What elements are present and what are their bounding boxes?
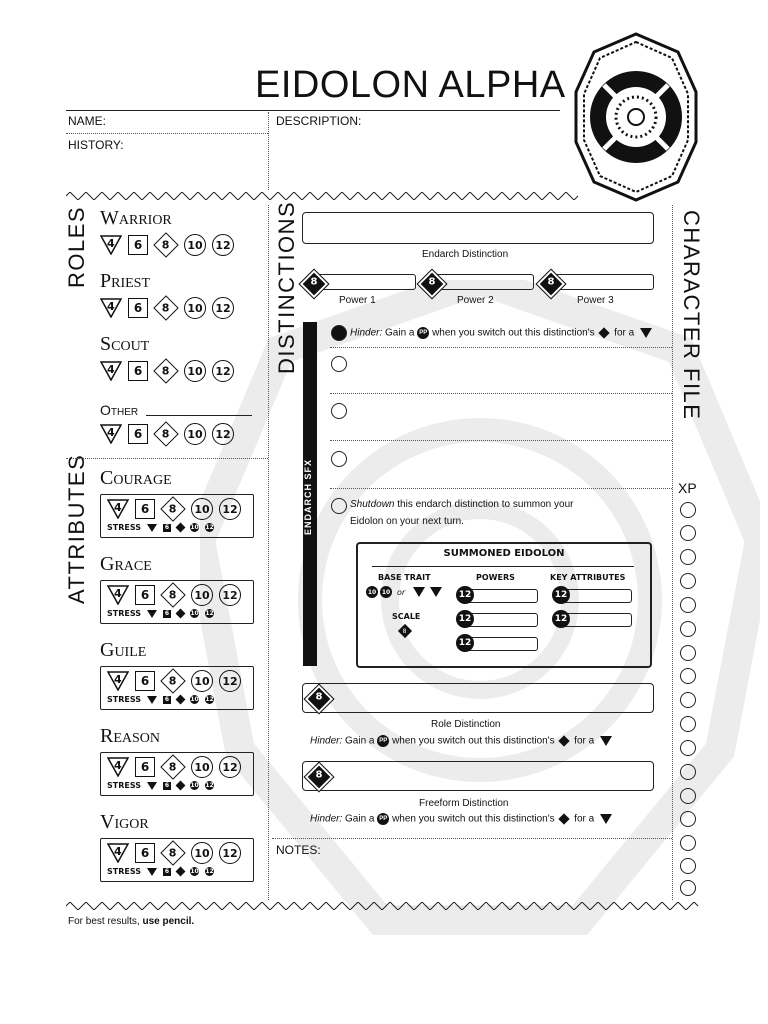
key-attributes-label: KEY ATTRIBUTES — [550, 573, 626, 582]
d8-die-icon[interactable]: 8 — [160, 668, 185, 693]
stress-d10-icon[interactable]: 10 — [190, 696, 199, 703]
xp-label: XP — [678, 480, 697, 496]
role-scout-label: Scout — [100, 333, 150, 355]
xp-checkbox[interactable] — [680, 858, 696, 874]
attribute-guile-box — [100, 666, 254, 710]
d4-die-icon[interactable]: 4 — [107, 585, 129, 605]
d6-die-icon[interactable]: 6 — [135, 499, 155, 519]
d4-die-icon[interactable]: 4 — [107, 499, 129, 519]
history-label: HISTORY: — [68, 138, 124, 152]
shutdown-text-2: Eidolon on your next turn. — [350, 516, 464, 527]
d6-die-icon[interactable]: 6 — [128, 298, 148, 318]
dice-row — [107, 842, 241, 864]
dice-row — [107, 584, 241, 606]
sfx-row-divider — [330, 488, 672, 489]
stress-label: STRESS — [107, 867, 142, 876]
stress-track — [107, 867, 214, 876]
d12-die-icon[interactable]: 12 — [219, 498, 241, 520]
xp-checkbox[interactable] — [680, 740, 696, 756]
scale-label: SCALE — [392, 612, 421, 621]
d4-die-icon[interactable]: 4 — [100, 424, 122, 444]
freeform-distinction-label: Freeform Distinction — [419, 798, 509, 809]
endarch-distinction-field[interactable] — [302, 212, 654, 244]
dice-row — [107, 670, 241, 692]
name-label: NAME: — [68, 114, 107, 128]
role-other-label: Other — [100, 402, 139, 418]
stress-label: STRESS — [107, 609, 142, 618]
d6-die-icon[interactable]: 6 — [128, 361, 148, 381]
powers-label: POWERS — [476, 573, 515, 582]
attributes-heading: ATTRIBUTES — [64, 453, 89, 604]
notes-divider — [272, 838, 672, 839]
xp-checkbox[interactable] — [680, 645, 696, 661]
attribute-courage-label: Courage — [100, 467, 172, 489]
stress-d10-icon[interactable]: 10 — [190, 782, 199, 789]
key-attribute-2-die-icon: 12 — [552, 610, 570, 628]
stress-d10-icon[interactable]: 10 — [190, 524, 199, 531]
stress-d12-icon[interactable]: 12 — [205, 610, 214, 617]
d12-die-icon[interactable]: 12 — [219, 584, 241, 606]
d12-die-icon[interactable]: 12 — [212, 360, 234, 382]
hinder-text-a: Gain a — [385, 327, 415, 339]
xp-checkbox[interactable] — [680, 692, 696, 708]
d4-die-icon[interactable]: 4 — [107, 671, 129, 691]
xp-checkbox[interactable] — [680, 502, 696, 518]
other-role-line — [146, 415, 252, 416]
hinder-label: Hinder: — [310, 813, 343, 825]
hinder-label: Hinder: — [310, 735, 343, 747]
d4-mini-icon — [413, 587, 425, 597]
roles-attributes-divider — [66, 458, 268, 459]
xp-checkbox[interactable] — [680, 764, 696, 780]
or-label: or — [397, 587, 406, 597]
stress-label: STRESS — [107, 781, 142, 790]
power-3-label: Power 3 — [577, 295, 614, 306]
d6-die-icon[interactable]: 6 — [135, 585, 155, 605]
stress-d10-icon[interactable]: 10 — [190, 610, 199, 617]
d8-mini-icon — [599, 327, 610, 338]
xp-checkbox[interactable] — [680, 880, 696, 896]
description-label: DESCRIPTION: — [276, 114, 362, 128]
scale-die-value: 8 — [403, 627, 407, 635]
attribute-courage-box — [100, 494, 254, 538]
attribute-vigor-label: Vigor — [100, 811, 149, 833]
d4-mini-icon — [430, 587, 442, 597]
stress-track — [107, 609, 214, 618]
d6-die-icon[interactable]: 6 — [128, 424, 148, 444]
stress-d4-icon[interactable] — [147, 696, 157, 704]
attribute-reason-box — [100, 752, 254, 796]
d8-die-icon[interactable]: 8 — [160, 496, 185, 521]
attribute-reason-label: Reason — [100, 725, 161, 747]
character-file-heading: CHARACTER FILE — [679, 210, 704, 421]
stress-d10-icon[interactable]: 10 — [190, 868, 199, 875]
dice-row — [100, 234, 234, 256]
stress-d12-icon[interactable]: 12 — [205, 782, 214, 789]
hinder-text-b: when you switch out this distinction's — [432, 327, 595, 339]
d10-die-icon[interactable]: 10 — [191, 670, 213, 692]
dice-row — [107, 756, 241, 778]
freeform-distinction-die-icon: 8 — [305, 763, 333, 791]
stress-d6-icon[interactable]: 6 — [164, 782, 170, 789]
stress-label: STRESS — [107, 695, 142, 704]
role-distinction-label: Role Distinction — [431, 719, 501, 730]
eidolon-emblem-icon — [574, 30, 698, 204]
dice-row — [100, 297, 234, 319]
d8-die-icon[interactable]: 8 — [153, 358, 178, 383]
d4-die-icon[interactable]: 4 — [100, 298, 122, 318]
xp-checkbox[interactable] — [680, 597, 696, 613]
notes-label: NOTES: — [276, 843, 321, 857]
shutdown-checkbox[interactable] — [331, 498, 347, 514]
sfx-2-checkbox[interactable] — [331, 356, 347, 372]
dice-row — [100, 360, 234, 382]
hinder-text-a: Gain a — [345, 735, 375, 747]
summoned-eidolon-panel — [356, 542, 652, 668]
pp-icon: PP — [377, 735, 389, 747]
stress-d4-icon[interactable] — [147, 524, 157, 532]
stress-d12-icon[interactable]: 12 — [205, 524, 214, 531]
d6-die-icon[interactable]: 6 — [135, 671, 155, 691]
d8-die-icon[interactable]: 8 — [153, 295, 178, 320]
d8-die-icon[interactable]: 8 — [160, 754, 185, 779]
d10-die-icon[interactable]: 10 — [184, 234, 206, 256]
d12-die-icon[interactable]: 12 — [212, 423, 234, 445]
xp-checkbox[interactable] — [680, 525, 696, 541]
stress-d12-icon[interactable]: 12 — [205, 868, 214, 875]
d10-die-icon[interactable]: 10 — [191, 842, 213, 864]
freeform-hinder-text — [310, 813, 612, 825]
d4-die-icon[interactable]: 4 — [107, 757, 129, 777]
freeform-distinction-field[interactable] — [302, 761, 654, 791]
d10-die-icon[interactable]: 10 — [184, 360, 206, 382]
stress-d6-icon[interactable]: 6 — [164, 610, 170, 617]
power-3-die-icon: 8 — [537, 270, 565, 298]
base-trait-label: BASE TRAIT — [378, 573, 431, 582]
stress-d4-icon[interactable] — [147, 868, 157, 876]
bottom-zigzag-divider — [66, 902, 700, 910]
d4-die-icon[interactable]: 4 — [100, 361, 122, 381]
top-zigzag-divider — [66, 192, 700, 200]
power-2-label: Power 2 — [457, 295, 494, 306]
hinder-text-c: for a — [614, 327, 635, 339]
hinder-text-b: when you switch out this distinction's — [392, 735, 555, 747]
title-underline — [66, 110, 560, 111]
endarch-sfx-label: ENDARCH SFX — [303, 458, 313, 535]
pp-icon: PP — [417, 327, 429, 339]
stress-d6-icon[interactable]: 6 — [164, 868, 170, 875]
endarch-distinction-label: Endarch Distinction — [422, 249, 509, 260]
power-1-label: Power 1 — [339, 295, 376, 306]
sfx-4-checkbox[interactable] — [331, 451, 347, 467]
d12-die-icon[interactable]: 12 — [219, 842, 241, 864]
attribute-grace-label: Grace — [100, 553, 152, 575]
xp-checkbox[interactable] — [680, 621, 696, 637]
d12-die-icon[interactable]: 12 — [212, 234, 234, 256]
stress-track — [107, 523, 214, 532]
d4-mini-icon — [600, 736, 612, 746]
stress-label: STRESS — [107, 523, 142, 532]
d8-die-icon[interactable]: 8 — [153, 421, 178, 446]
role-distinction-field[interactable] — [302, 683, 654, 713]
stress-d8-icon[interactable] — [176, 781, 186, 791]
hinder-label: Hinder: — [350, 327, 383, 339]
hinder-text-b: when you switch out this distinction's — [392, 813, 555, 825]
d8-die-icon[interactable]: 8 — [160, 840, 185, 865]
xp-checkbox[interactable] — [680, 716, 696, 732]
stress-d8-icon[interactable] — [176, 695, 186, 705]
d4-die-icon[interactable]: 4 — [107, 843, 129, 863]
d10-die-icon[interactable]: 10 — [191, 756, 213, 778]
role-warrior-label: Warrior — [100, 207, 172, 229]
name-divider — [66, 133, 268, 134]
right-column-divider — [672, 205, 673, 900]
sheet-title: EIDOLON ALPHA — [255, 64, 566, 106]
stress-d4-icon[interactable] — [147, 610, 157, 618]
xp-checkbox[interactable] — [680, 668, 696, 684]
sfx-row-divider — [330, 440, 672, 441]
sfx-row-divider — [330, 393, 672, 394]
d4-mini-icon — [600, 814, 612, 824]
footer-note — [68, 916, 194, 927]
header-vertical-divider — [268, 112, 269, 190]
attribute-grace-box — [100, 580, 254, 624]
d12-die-icon[interactable]: 12 — [219, 670, 241, 692]
role-priest-label: Priest — [100, 270, 151, 292]
shutdown-text-1 — [350, 499, 573, 510]
summoned-title-underline — [372, 566, 634, 567]
base-trait-dice — [366, 586, 442, 598]
summoned-eidolon-title: SUMMONED EIDOLON — [443, 548, 565, 559]
attribute-vigor-box — [100, 838, 254, 882]
power-1-die-icon: 8 — [300, 270, 328, 298]
stress-track — [107, 695, 214, 704]
summoned-power-1-die-icon: 12 — [456, 586, 474, 604]
distinctions-heading: DISTINCTIONS — [274, 200, 299, 374]
dice-row — [100, 423, 234, 445]
sfx-3-checkbox[interactable] — [331, 403, 347, 419]
d4-mini-icon — [640, 328, 652, 338]
summoned-power-3-die-icon: 12 — [456, 634, 474, 652]
d10-badge-icon: 10 — [380, 586, 392, 598]
d8-die-icon[interactable]: 8 — [153, 232, 178, 257]
d6-die-icon[interactable]: 6 — [135, 843, 155, 863]
stress-d12-icon[interactable]: 12 — [205, 696, 214, 703]
sfx-1-hinder-text — [350, 327, 652, 339]
key-attribute-1-die-icon: 12 — [552, 586, 570, 604]
d4-die-icon[interactable]: 4 — [100, 235, 122, 255]
stress-d8-icon[interactable] — [176, 609, 186, 619]
d10-die-icon[interactable]: 10 — [191, 498, 213, 520]
attribute-guile-label: Guile — [100, 639, 147, 661]
power-2-die-icon: 8 — [418, 270, 446, 298]
roles-heading: ROLES — [64, 205, 89, 288]
d8-mini-icon — [559, 813, 570, 824]
xp-checkbox[interactable] — [680, 573, 696, 589]
stress-track — [107, 781, 214, 790]
d8-mini-icon — [559, 735, 570, 746]
d12-die-icon[interactable]: 12 — [219, 756, 241, 778]
role-distinction-die-icon: 8 — [305, 685, 333, 713]
d10-badge-icon: 10 — [366, 586, 378, 598]
stress-d8-icon[interactable] — [176, 523, 186, 533]
d6-die-icon[interactable]: 6 — [128, 235, 148, 255]
xp-checkbox[interactable] — [680, 549, 696, 565]
dice-row — [107, 498, 241, 520]
stress-d6-icon[interactable]: 6 — [164, 524, 170, 531]
hinder-text-a: Gain a — [345, 813, 375, 825]
hinder-text-c: for a — [574, 813, 595, 825]
d10-die-icon[interactable]: 10 — [184, 297, 206, 319]
footer-text: For best results, — [68, 916, 140, 927]
stress-d4-icon[interactable] — [147, 782, 157, 790]
d12-die-icon[interactable]: 12 — [212, 297, 234, 319]
shutdown-text-a: this endarch distinction to summon your — [397, 499, 574, 510]
d10-die-icon[interactable]: 10 — [191, 584, 213, 606]
stress-d6-icon[interactable]: 6 — [164, 696, 170, 703]
role-hinder-text — [310, 735, 612, 747]
summoned-power-2-die-icon: 12 — [456, 610, 474, 628]
xp-checkbox[interactable] — [680, 835, 696, 851]
d8-die-icon[interactable]: 8 — [160, 582, 185, 607]
shutdown-label: Shutdown — [350, 499, 395, 510]
sfx-1-checkbox[interactable] — [331, 325, 347, 341]
d6-die-icon[interactable]: 6 — [135, 757, 155, 777]
left-column-divider — [268, 205, 269, 900]
stress-d8-icon[interactable] — [176, 867, 186, 877]
scale-die-icon — [398, 624, 412, 638]
xp-checkbox[interactable] — [680, 811, 696, 827]
xp-checkbox[interactable] — [680, 788, 696, 804]
sfx-row-divider — [330, 347, 672, 348]
hinder-text-c: for a — [574, 735, 595, 747]
d10-die-icon[interactable]: 10 — [184, 423, 206, 445]
pp-icon: PP — [377, 813, 389, 825]
footer-bold: use pencil. — [142, 916, 195, 927]
